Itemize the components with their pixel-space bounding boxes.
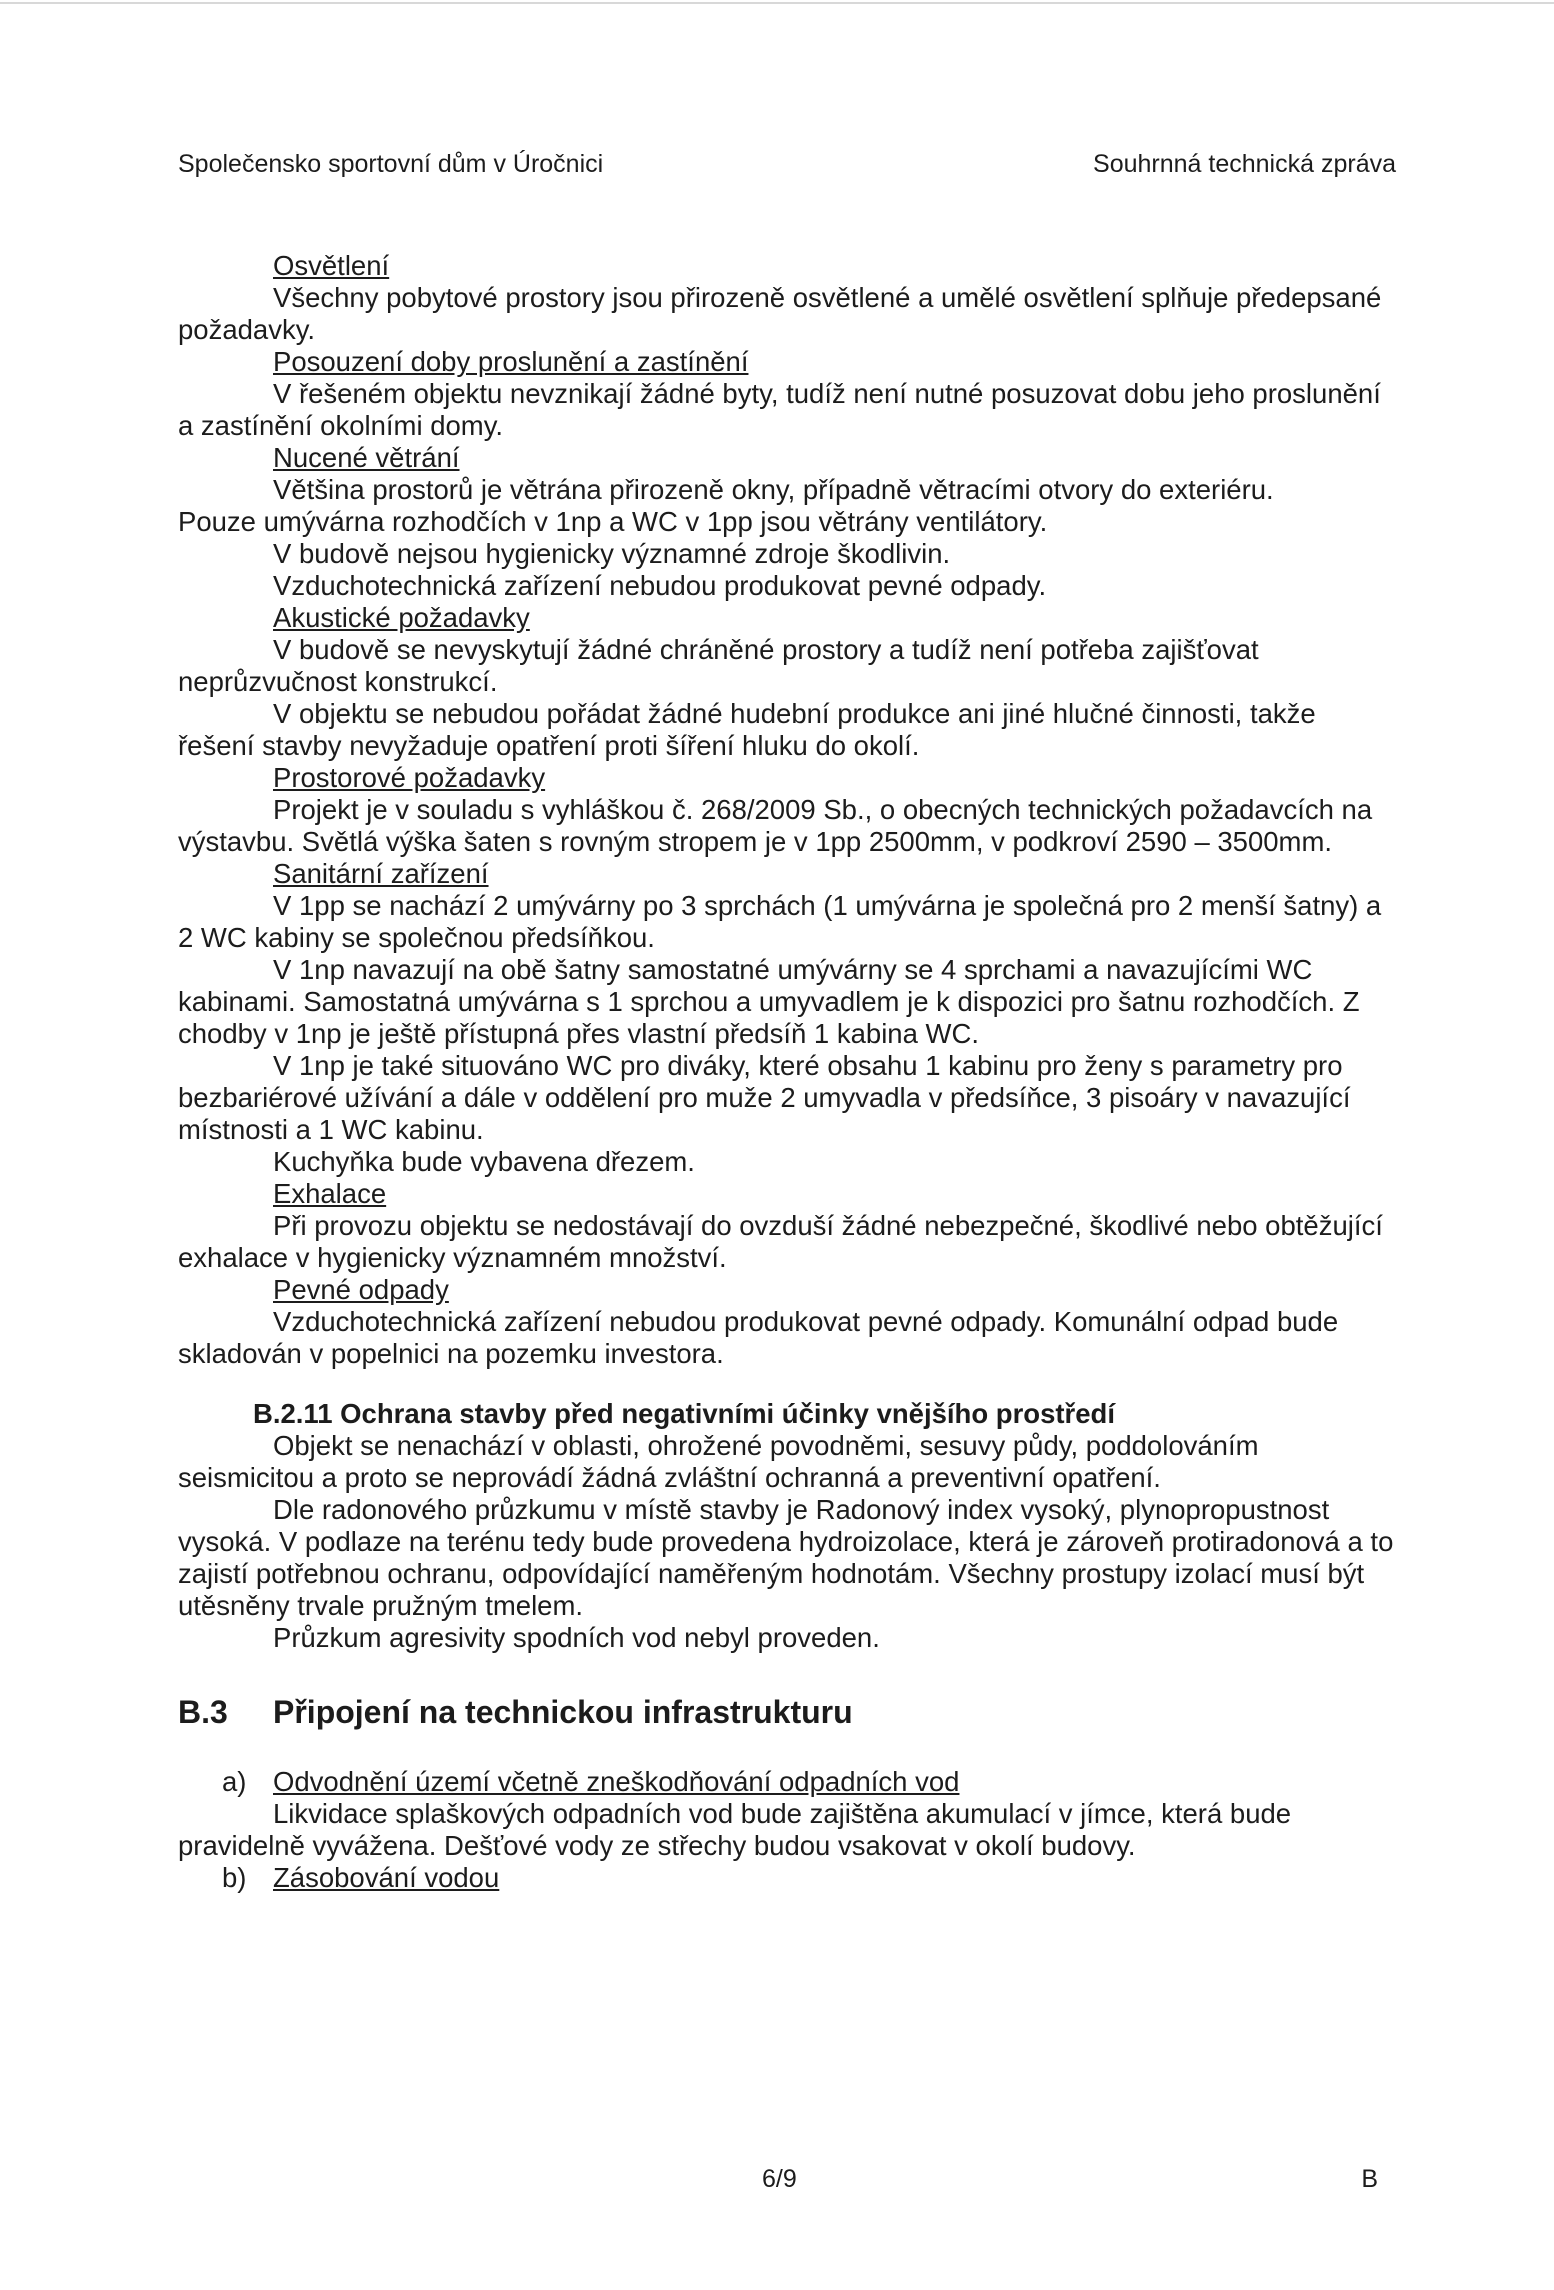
section-heading-b3 <box>178 1696 1396 1728</box>
list-item-title: Zásobování vodou <box>273 1862 500 1893</box>
section-title: Připojení na technickou infrastrukturu <box>273 1694 853 1730</box>
paragraph: V objektu se nebudou pořádat žádné hudební produkce ani jiné hlučné činnosti, takže řešení stavby nevyžaduje opatření proti šíření hluku do okolí. <box>178 698 1316 761</box>
heading-nucene-vetrani: Nucené větrání <box>273 442 460 473</box>
list-item <box>222 1862 1396 1894</box>
paragraph: V řešeném objektu nevznikají žádné byty, tudíž není nutné posuzovat dobu jeho proslunění a zastínění okolními domy. <box>178 378 1381 441</box>
list-item-title: Odvodnění území včetně zneškodňování odpadních vod <box>273 1766 960 1797</box>
paragraph: V 1np navazují na obě šatny samostatné umývárny se 4 sprchami a navazujícími WC kabinami. Samostatná umývárna s 1 sprchou a umyvadlem je k dispozici pro šatnu rozhodčích. Z chodby v 1np je ještě přístupná přes vlastní předsíň 1 kabina WC. <box>178 954 1360 1049</box>
paragraph: V 1np je také situováno WC pro diváky, které obsahu 1 kabinu pro ženy s parametry pro bezbariérové užívání a dále v oddělení pro muže 2 umyvadla v předsíňce, 3 pisoáry v navazující místnosti a 1 WC kabinu. <box>178 1050 1351 1145</box>
paragraph: V 1pp se nachází 2 umývárny po 3 sprchách (1 umývárna je společná pro 2 menší šatny) a 2 WC kabiny se společnou předsíňkou. <box>178 890 1382 953</box>
header-document-title: Souhrnná technická zpráva <box>1093 150 1396 178</box>
scan-edge-line <box>0 2 1554 4</box>
heading-prostorove: Prostorové požadavky <box>273 762 546 793</box>
paragraph: Pouze umývárna rozhodčích v 1np a WC v 1pp jsou větrány ventilátory. <box>178 506 1048 537</box>
section-number: B.3 <box>178 1694 228 1730</box>
page-number: 6/9 <box>762 2165 797 2193</box>
list-item <box>222 1766 1396 1798</box>
paragraph: Všechny pobytové prostory jsou přirozeně osvětlené a umělé osvětlení splňuje předepsané požadavky. <box>178 282 1382 345</box>
paragraph: V budově nejsou hygienicky významné zdroje škodlivin. <box>273 538 951 569</box>
paragraph: Dle radonového průzkumu v místě stavby je Radonový index vysoký, plynopropustnost vysoká. V podlaze na terénu tedy bude provedena hydroizolace, která je zároveň protiradonová a to zajistí potřebnou ochranu, odpovídající naměřeným hodnotám. Všechny prostupy izolací musí být utěsněny trvale pružným tmelem. <box>178 1494 1394 1621</box>
paragraph: Projekt je v souladu s vyhláškou č. 268/2009 Sb., o obecných technických požadavcích na výstavbu. Světlá výška šaten s rovným stropem je v 1pp 2500mm, v podkroví 2590 – 3500mm. <box>178 794 1373 857</box>
paragraph: Objekt se nenachází v oblasti, ohrožené povodněmi, sesuvy půdy, poddolováním seismicitou a proto se neprovádí žádná zvláštní ochranná a preventivní opatření. <box>178 1430 1259 1493</box>
heading-sanitarni: Sanitární zařízení <box>273 858 489 889</box>
header-project-name: Společensko sportovní dům v Úročnici <box>178 150 604 178</box>
paragraph: Při provozu objektu se nedostávají do ovzduší žádné nebezpečné, škodlivé nebo obtěžující exhalace v hygienicky významném množství. <box>178 1210 1383 1273</box>
paragraph: Většina prostorů je větrána přirozeně okny, případně větracími otvory do exteriéru. <box>273 474 1274 505</box>
paragraph: Likvidace splaškových odpadních vod bude zajištěna akumulací v jímce, která bude pravidelně vyvážena. Dešťové vody ze střechy budou vsakovat v okolí budovy. <box>178 1798 1292 1861</box>
list-marker: a) <box>222 1766 247 1797</box>
paragraph: Průzkum agresivity spodních vod nebyl proveden. <box>273 1622 880 1653</box>
paragraph: Kuchyňka bude vybavena dřezem. <box>273 1146 695 1177</box>
document-body <box>178 250 1396 1894</box>
footer-section-letter: B <box>1361 2165 1378 2193</box>
paragraph: Vzduchotechnická zařízení nebudou produkovat pevné odpady. Komunální odpad bude skladován v popelnici na pozemku investora. <box>178 1306 1339 1369</box>
heading-pevne-odpady: Pevné odpady <box>273 1274 449 1305</box>
section-title-b211: B.2.11 Ochrana stavby před negativními účinky vnějšího prostředí <box>253 1398 1115 1429</box>
paragraph: Vzduchotechnická zařízení nebudou produkovat pevné odpady. <box>273 570 1047 601</box>
heading-osvetleni: Osvětlení <box>273 250 390 281</box>
heading-akusticke: Akustické požadavky <box>273 602 530 633</box>
heading-exhalace: Exhalace <box>273 1178 387 1209</box>
list-marker: b) <box>222 1862 247 1893</box>
paragraph: V budově se nevyskytují žádné chráněné prostory a tudíž není potřeba zajišťovat neprůzvučnost konstrukcí. <box>178 634 1259 697</box>
heading-posouzeni: Posouzení doby proslunění a zastínění <box>273 346 749 377</box>
